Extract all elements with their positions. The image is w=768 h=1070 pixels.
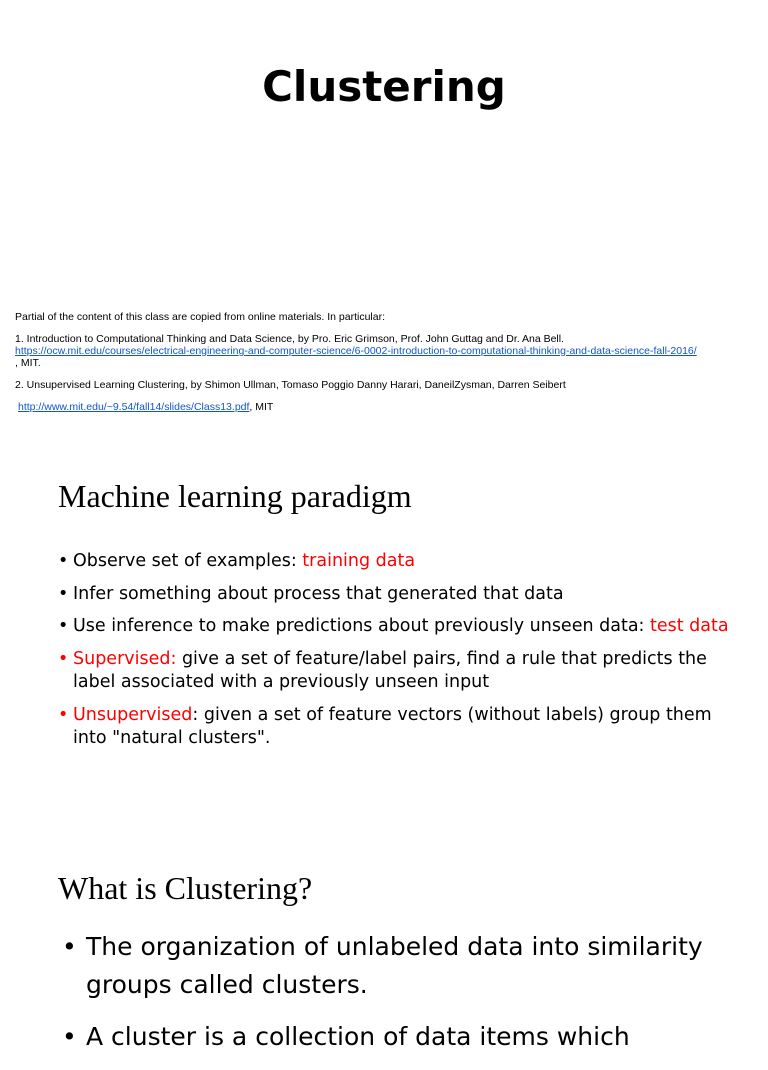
list-item (58, 550, 738, 574)
highlight-text: Unsupervised (73, 704, 193, 725)
list-item (62, 1018, 722, 1056)
highlight-text: Supervised: (73, 648, 177, 669)
bullet-list (58, 550, 738, 760)
title-slide (0, 0, 768, 432)
bullet-text: give a set of feature/label pairs, find a rule that predicts the label associated with a previously unseen input (73, 648, 707, 692)
reference-2-link[interactable]: http://www.mit.edu/~9.54/fall14/slides/Class13.pdf (18, 401, 250, 413)
reference-1-text: 1. Introduction to Computational Thinking and Data Science, by Pro. Eric Grimson, Prof. John Guttag and Dr. Ana Bell. (15, 333, 565, 345)
bullet-text: Use inference to make predictions about previously unseen data: (73, 616, 650, 636)
highlight-text: training data (302, 551, 416, 571)
references-block (15, 311, 765, 413)
bullet-icon: • (62, 1022, 77, 1051)
list-item (62, 928, 722, 1004)
bullet-text: A cluster is a collection of data items which (86, 1022, 630, 1051)
highlight-text: test data (650, 616, 729, 636)
bullet-icon: • (58, 704, 69, 725)
slide-heading: Machine learning paradigm (58, 478, 412, 514)
bullet-icon: • (58, 616, 69, 636)
reference-2-line (15, 401, 765, 413)
list-item (58, 583, 738, 607)
clustering-definition-slide (0, 832, 768, 1051)
bullet-list (62, 928, 722, 1070)
list-item (58, 615, 738, 639)
references-intro: Partial of the content of this class are copied from online materials. In particular: (15, 311, 386, 323)
list-item (58, 648, 738, 695)
bullet-text: Infer something about process that generated that data (73, 583, 564, 604)
reference-1-suffix: , MIT. (15, 357, 41, 369)
bullet-icon: • (62, 932, 77, 961)
bullet-icon: • (58, 648, 69, 669)
slide-title: Clustering (262, 62, 506, 111)
bullet-icon: • (58, 583, 69, 604)
reference-2-text: 2. Unsupervised Learning Clustering, by Shimon Ullman, Tomaso Poggio Danny Harari, DaneilZysman, Darren Seibert (15, 379, 566, 391)
bullet-icon: • (58, 551, 69, 571)
bullet-text: : given a set of feature vectors (without labels) group them into "natural clusters". (73, 704, 712, 748)
paradigm-slide (0, 432, 768, 832)
bullet-text: The organization of unlabeled data into similarity groups called clusters. (86, 932, 703, 999)
slide-heading: What is Clustering? (58, 870, 313, 906)
bullet-text: Observe set of examples: (73, 551, 303, 571)
list-item (58, 704, 738, 751)
reference-1-link[interactable]: https://ocw.mit.edu/courses/electrical-engineering-and-computer-science/6-0002-introduction-to-computational-thinking-and-data-science-fall-2016/ (15, 345, 697, 357)
reference-2-suffix: , MIT (249, 401, 274, 413)
